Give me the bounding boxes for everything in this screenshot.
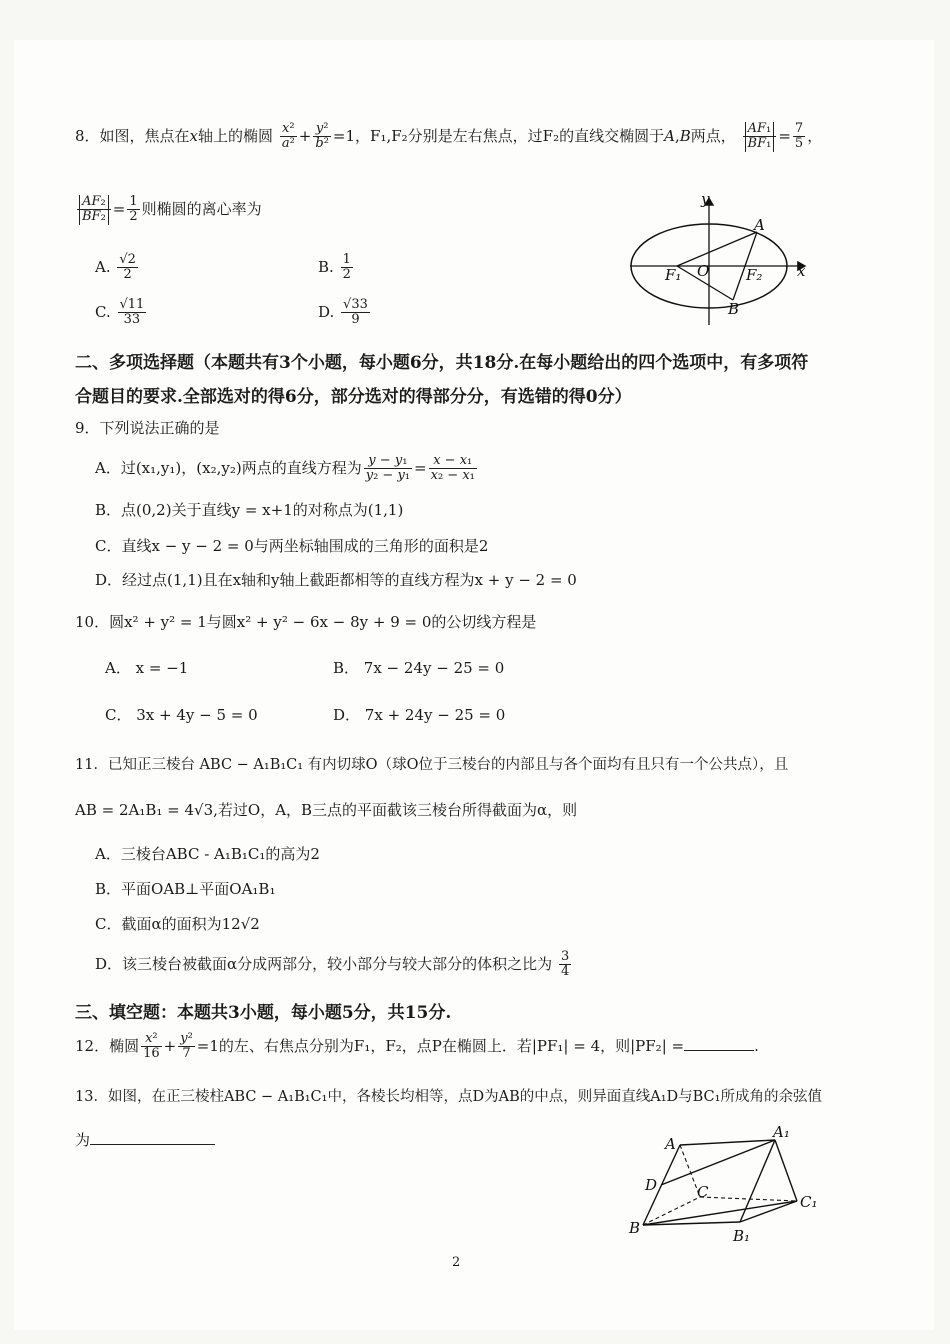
q8-stem-line2: $\frac{\text{AF₂}}{\text{BF₂}}$ = $\frac{1}{2}$ 则椭圆的离心率为 (75, 195, 262, 225)
q9-option-b: B．点(0,2)关于直线y = x+1的对称点为(1,1) (95, 501, 404, 519)
q9-option-a: A．过(x₁,y₁)，(x₂,y₂)两点的直线方程为 $\frac{\text{y − y₁}}{\text{y₂ − y₁}}$ = $\frac{\text{x − x₁}}{\text{x₂ − x₁}}$ (95, 453, 475, 484)
q8-option-d: D. $\frac{√33}{9}$ (318, 297, 368, 328)
q8-stem: 8．如图，焦点在x轴上的椭圆 $\frac{\text{x²}}{\text{a²}}$ + $\frac{\text{y²}}{\text{b²}}$ =1，F₁,F₂分别是左右焦点，过F₂的直线交椭圆于A,B两点， $\frac{\text{AF₁}}{\text{BF₁}}$ = $\frac{7}{5}$ ， (75, 121, 823, 152)
q11-option-b: B．平面OAB⊥平面OA₁B₁ (95, 880, 276, 898)
label-f2: F₂ (746, 266, 763, 284)
q11-option-c: C．截面α的面积为12√2 (95, 915, 260, 933)
q9-option-d: D．经过点(1,1)且在x轴和y轴上截距都相等的直线方程为x + y − 2 = 0 (95, 571, 577, 589)
q10-stem: 10．圆x² + y² = 1与圆x² + y² − 6x − 8y + 9 = 0的公切线方程是 (75, 613, 537, 631)
line-f1-a (677, 232, 757, 266)
q12-answer-blank[interactable] (684, 1038, 754, 1051)
edge-a1-c1 (775, 1140, 797, 1201)
q10-option-c: C． 3x + 4y − 5 = 0 (105, 706, 258, 724)
edge-a-a1 (680, 1140, 775, 1145)
label-y: y (701, 190, 710, 208)
label-x: x (797, 262, 806, 280)
q9-stem: 9．下列说法正确的是 (75, 419, 220, 437)
q13-stem-line2: 为 (75, 1130, 215, 1152)
segment-d-a1 (661, 1140, 775, 1185)
q8-option-b: B. $\frac{1}{2}$ (318, 252, 351, 283)
ellipse-x-term: $\frac{\text{x²}}{\text{a²}}$ (281, 121, 295, 152)
section3-heading: 三、填空题：本题共3小题，每小题5分，共15分. (75, 1003, 452, 1023)
ratio2-value: $\frac{1}{2}$ (129, 194, 138, 225)
q12-stem: 12．椭圆 $\frac{\text{x²}}{16}$ + $\frac{\text{y²}}{7}$ =1的左、右焦点分别为F₁，F₂，点P在椭圆上．若|PF₁| = 4，则|PF₂| = . (75, 1031, 759, 1062)
section2-heading-line2: 合题目的要求.全部选对的得6分，部分选对的得部分分，有选错的得0分） (75, 387, 632, 407)
label-o: O (697, 262, 710, 280)
label-a: A (754, 216, 765, 234)
q8-option-c: C. $\frac{√11}{33}$ (95, 297, 145, 328)
q8-option-a: A. $\frac{√2}{2}$ (95, 252, 136, 283)
q11-option-d: D．该三棱台被截面α分成两部分，较小部分与较大部分的体积之比为 $\frac{3}{4}$ (95, 949, 570, 980)
section2-heading-line1: 二、多项选择题（本题共有3个小题，每小题6分，共18分.在每小题给出的四个选项中，有多项符 (75, 353, 809, 373)
q11-option-a: A．三棱台ABC - A₁B₁C₁的高为2 (95, 845, 320, 863)
label-b: B (629, 1219, 641, 1237)
segment-b-c1 (643, 1201, 797, 1225)
q10-option-a: A． x = −1 (105, 659, 189, 677)
q13-prism-figure (625, 1125, 825, 1250)
q11-stem-line2: AB = 2A₁B₁ = 4√3,若过O，A，B三点的平面截该三棱台所得截面为α，则 (75, 801, 578, 819)
q13-answer-blank[interactable] (90, 1132, 215, 1145)
label-d: D (645, 1176, 658, 1194)
q11-stem-line1: 11．已知正三棱台 ABC − A₁B₁C₁ 有内切球O（球O位于三棱台的内部且与各个面均有且只有一个公共点），且 (75, 757, 789, 773)
q10-option-b: B． 7x − 24y − 25 = 0 (333, 659, 505, 677)
q10-option-d: D． 7x + 24y − 25 = 0 (333, 706, 506, 724)
ellipse-y-term: $\frac{\text{y²}}{\text{b²}}$ (315, 121, 329, 152)
page-number: 2 (452, 1255, 461, 1270)
label-b1: B₁ (733, 1227, 751, 1245)
label-c: C (697, 1183, 709, 1201)
ratio-af2-bf2: $\frac{\text{AF₂}}{\text{BF₂}}$ (77, 195, 111, 225)
label-c1: C₁ (800, 1193, 818, 1211)
label-b: B (728, 300, 740, 318)
q13-stem-line1: 13．如图，在正三棱柱ABC − A₁B₁C₁中，各棱长均相等，点D为AB的中点，则异面直线A₁D与BC₁所成角的余弦值 (75, 1089, 822, 1105)
ratio-af1-bf1: $\frac{\text{AF₁}}{\text{BF₁}}$ (743, 122, 777, 152)
label-f1: F₁ (665, 266, 682, 284)
edge-b1-c1 (740, 1201, 797, 1222)
label-a: A (665, 1135, 676, 1153)
q9-option-c: C．直线x − y − 2 = 0与两坐标轴围成的三角形的面积是2 (95, 537, 489, 555)
label-a1: A₁ (773, 1125, 790, 1141)
q8-ellipse-figure (625, 190, 815, 330)
ratio1-value: $\frac{7}{5}$ (794, 121, 804, 152)
